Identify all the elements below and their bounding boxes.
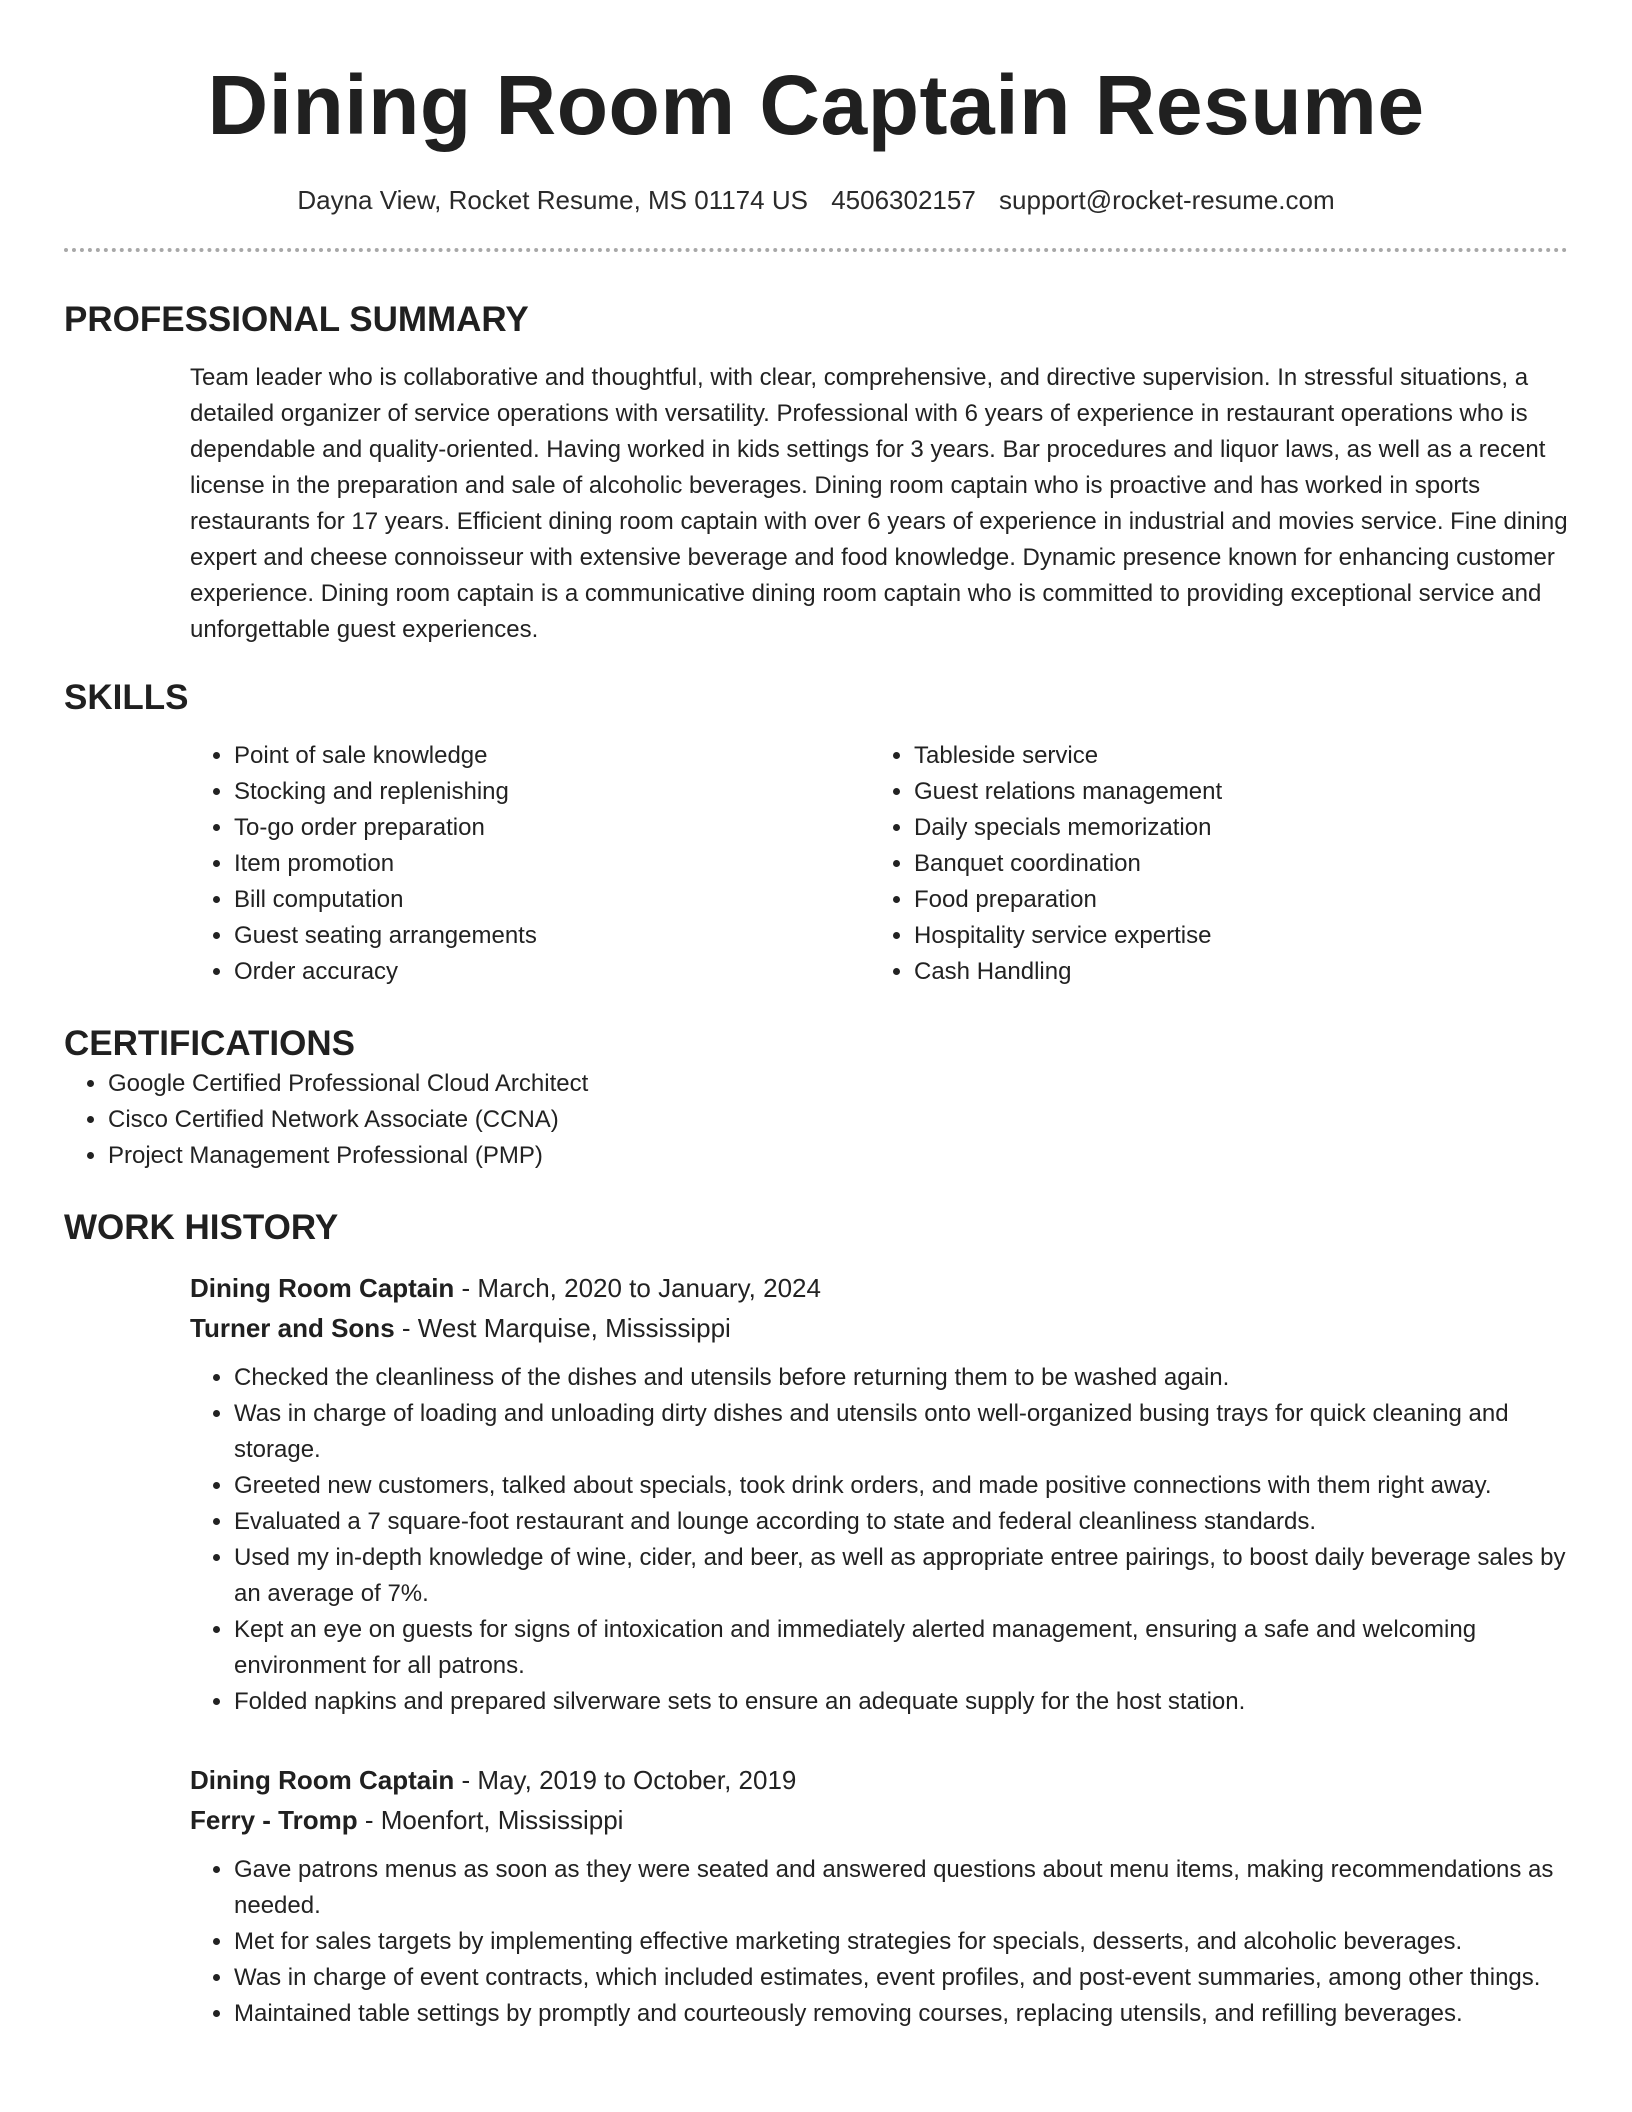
header-divider [64,248,1568,252]
job-duties-list [190,1360,1568,1720]
skill-item: • Stocking and replenishing [234,774,870,810]
contact-phone: 4506302157 [831,185,976,215]
skills-section [64,676,1568,990]
skill-item: • Guest relations management [914,774,1568,810]
certification-item: • Google Certified Professional Cloud Architect [108,1066,1568,1102]
job-title-line [190,1760,1568,1800]
job-entry [190,1268,1568,1720]
contact-email: support@rocket-resume.com [999,185,1335,215]
job-duties-list [190,1852,1568,2032]
skill-item: • Point of sale knowledge [234,738,870,774]
skills-list-left [190,738,870,990]
skill-item: • Food preparation [914,882,1568,918]
skill-item: • Tableside service [914,738,1568,774]
page-title: Dining Room Captain Resume [207,58,1425,152]
job-duty: • Folded napkins and prepared silverware sets to ensure an adequate supply for the host station. [234,1684,1568,1720]
summary-heading: PROFESSIONAL SUMMARY [64,300,529,339]
job-duty: • Used my in-depth knowledge of wine, cider, and beer, as well as appropriate entree pairings, to boost daily beverage sales by an average of 7%. [234,1540,1568,1612]
certifications-section [64,1022,1568,1174]
job-title-line [190,1268,1568,1308]
job-duty: • Greeted new customers, talked about specials, took drink orders, and made positive connections with them right away. [234,1468,1568,1504]
certifications-heading: CERTIFICATIONS [64,1024,356,1063]
job-location: - West Marquise, Mississippi [394,1313,731,1343]
skill-item: • Item promotion [234,846,870,882]
skills-heading: SKILLS [64,678,189,717]
certification-item: • Cisco Certified Network Associate (CCNA) [108,1102,1568,1138]
certifications-list [64,1066,1568,1174]
skill-item: • To-go order preparation [234,810,870,846]
job-duty: • Evaluated a 7 square-foot restaurant and lounge according to state and federal cleanliness standards. [234,1504,1568,1540]
job-duty: • Was in charge of event contracts, which included estimates, event profiles, and post-event summaries, among other things. [234,1960,1568,1996]
job-company-line [190,1308,1568,1348]
contact-address: Dayna View, Rocket Resume, MS 01174 US [297,185,808,215]
work-history-heading: WORK HISTORY [64,1208,339,1247]
skills-list-right [870,738,1568,990]
contact-line [64,182,1568,218]
job-entry [190,1760,1568,2032]
job-company: Ferry - Tromp [190,1805,358,1835]
skill-item: • Guest seating arrangements [234,918,870,954]
job-duty: • Was in charge of loading and unloading dirty dishes and utensils onto well-organized busing trays for quick cleaning and storage. [234,1396,1568,1468]
skill-item: • Hospitality service expertise [914,918,1568,954]
skill-item: • Cash Handling [914,954,1568,990]
job-dates: - May, 2019 to October, 2019 [454,1765,797,1795]
job-duty: • Checked the cleanliness of the dishes and utensils before returning them to be washed again. [234,1360,1568,1396]
skill-item: • Bill computation [234,882,870,918]
job-title: Dining Room Captain [190,1765,455,1795]
skill-item: • Order accuracy [234,954,870,990]
skill-item: • Daily specials memorization [914,810,1568,846]
skills-grid [190,738,1568,990]
job-duty: • Maintained table settings by promptly and courteously removing courses, replacing utensils, and refilling beverages. [234,1996,1568,2032]
job-duty: • Kept an eye on guests for signs of intoxication and immediately alerted management, ensuring a safe and welcoming environment for all patrons. [234,1612,1568,1684]
summary-text: Team leader who is collaborative and thoughtful, with clear, comprehensive, and directive supervision. In stressful situations, a detailed organizer of service operations with versatility. Professional with 6 years of experience in restaurant operations who is dependable and quality-oriented. Having worked in kids settings for 3 years. Bar procedures and liquor laws, as well as a recent license in the preparation and sale of alcoholic beverages. Dining room captain who is proactive and has worked in sports restaurants for 17 years. Efficient dining room captain with over 6 years of experience in industrial and movies service. Fine dining expert and cheese connoisseur with extensive beverage and food knowledge. Dynamic presence known for enhancing customer experience. Dining room captain is a communicative dining room captain who is committed to providing exceptional service and unforgettable guest experiences. [190,364,1568,643]
job-company-line [190,1800,1568,1840]
work-history-section [64,1206,1568,2032]
job-dates: - March, 2020 to January, 2024 [454,1273,821,1303]
skill-item: • Banquet coordination [914,846,1568,882]
job-duty: • Gave patrons menus as soon as they were seated and answered questions about menu items, making recommendations as needed. [234,1852,1568,1924]
certification-item: • Project Management Professional (PMP) [108,1138,1568,1174]
job-title: Dining Room Captain [190,1273,455,1303]
job-company: Turner and Sons [190,1313,395,1343]
job-location: - Moenfort, Mississippi [357,1805,624,1835]
summary-section [64,298,1568,648]
job-duty: • Met for sales targets by implementing effective marketing strategies for specials, desserts, and alcoholic beverages. [234,1924,1568,1960]
